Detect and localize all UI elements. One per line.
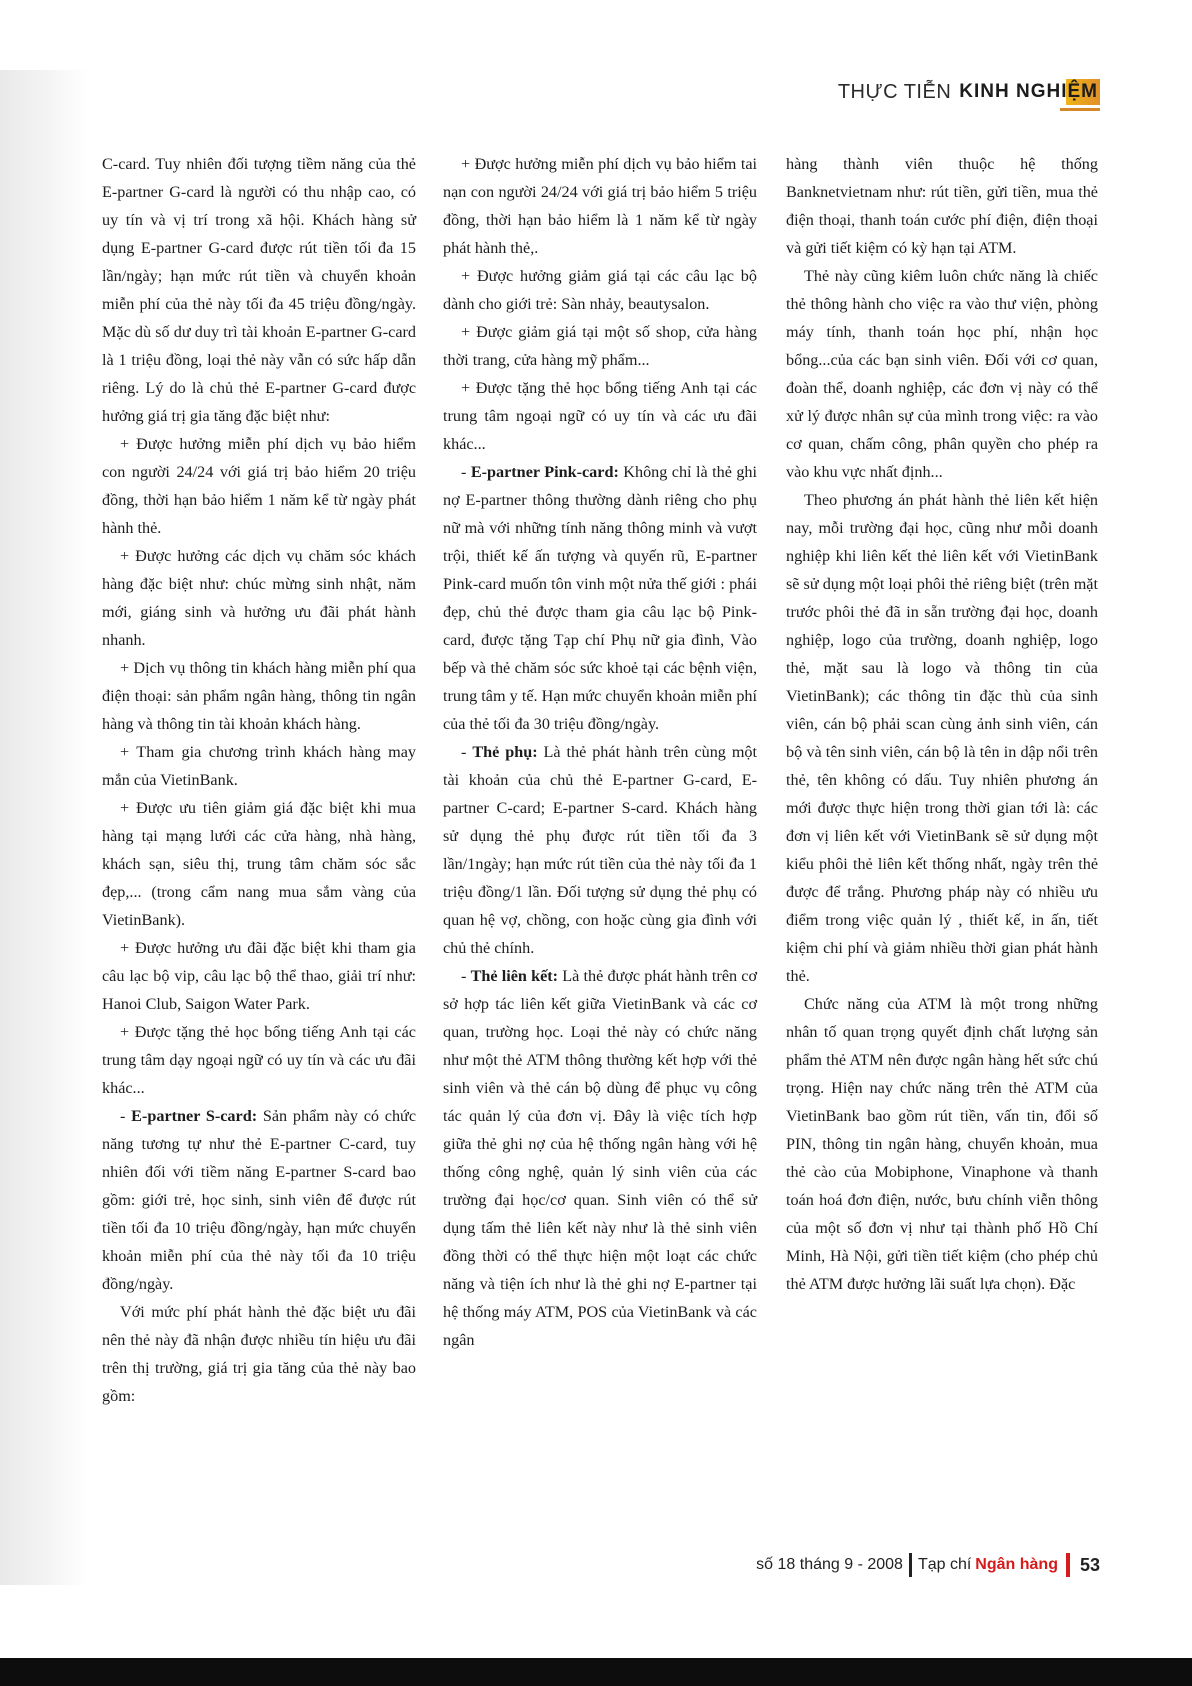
article-column-1 <box>102 150 416 1410</box>
paragraph-lead: - <box>461 463 471 481</box>
paragraph <box>443 150 757 262</box>
paragraph-text: + Được hưởng miễn phí dịch vụ bảo hiểm tai nạn con người 24/24 với giá trị bảo hiểm 5 triệu đồng, thời hạn bảo hiểm là 1 năm kể từ ngày phát hành thẻ,. <box>443 155 757 257</box>
paragraph <box>102 542 416 654</box>
footer-red-bar <box>1066 1553 1070 1577</box>
magazine-name: Ngân hàng <box>975 1556 1058 1573</box>
paragraph-text: + Được hưởng miễn phí dịch vụ bảo hiểm con người 24/24 với giá trị bảo hiểm 20 triệu đồng, thời hạn bảo hiểm 1 năm kể từ ngày phát hành thẻ. <box>102 435 416 537</box>
paragraph-heading: Thẻ phụ: <box>472 743 538 761</box>
issue-info: số 18 tháng 9 - 2008 <box>756 1556 903 1573</box>
paragraph <box>102 934 416 1018</box>
section-header-light: THỰC TIỄN <box>837 80 952 103</box>
magazine-prefix: Tạp chí <box>917 1556 972 1573</box>
paragraph <box>102 654 416 738</box>
paragraph-lead: - <box>461 743 473 761</box>
paragraph <box>443 262 757 318</box>
paragraph <box>443 962 757 1354</box>
paragraph-text: + Được tặng thẻ học bổng tiếng Anh tại các trung tâm ngoại ngữ có uy tín và các ưu đãi khác... <box>443 379 757 453</box>
paragraph-text: + Dịch vụ thông tin khách hàng miễn phí qua điện thoại: sản phẩm ngân hàng, thông tin ngân hàng và thông tin tài khoản khách hàng. <box>102 659 416 733</box>
paragraph-text: Chức năng của ATM là một trong những nhân tố quan trọng quyết định chất lượng sản phẩm thẻ ATM nên được ngân hàng hết sức chú trọng. Hiện nay chức năng trên thẻ ATM của VietinBank bao gồm rút tiền, vấn tin, đổi số PIN, thông tin ngân hàng, chuyển khoản, mua thẻ cào của Mobiphone, Vinaphone và thanh toán hoá đơn điện, nước, bưu chính viễn thông của một số đơn vị như tại thành phố Hồ Chí Minh, Hà Nội, gửi tiền tiết kiệm (cho phép chủ thẻ ATM được hưởng lãi suất lựa chọn). Đặc <box>786 995 1098 1293</box>
article-column-3 <box>786 150 1098 1298</box>
page-footer <box>756 1551 1100 1579</box>
section-header-bold: KINH NGHIỆM <box>959 79 1100 105</box>
paragraph-lead: - <box>120 1107 132 1125</box>
paragraph-text: C-card. Tuy nhiên đối tượng tiềm năng của thẻ E-partner G-card là người có thu nhập cao, có uy tín và vị trí trong xã hội. Khách hàng sử dụng E-partner G-card được rút tiền tối đa 15 lần/ngày; hạn mức rút tiền và chuyển khoản miễn phí của thẻ này tối đa 45 triệu đồng/ngày. Mặc dù số dư duy trì tài khoản E-partner G-card là 1 triệu đồng, loại thẻ này vẫn có sức hấp dẫn riêng. Lý do là chủ thẻ E-partner G-card được hưởng giá trị gia tăng đặc biệt như: <box>102 155 416 425</box>
paragraph-heading: E-partner S-card: <box>131 1107 258 1125</box>
paragraph-heading: Thẻ liên kết: <box>470 967 559 985</box>
paragraph <box>786 150 1098 262</box>
paragraph <box>102 1298 416 1410</box>
paragraph-text: Thẻ này cũng kiêm luôn chức năng là chiếc thẻ thông hành cho việc ra vào thư viện, phòng máy tính, thanh toán học phí, nhận học bổng...của các bạn sinh viên. Đối với cơ quan, đoàn thể, doanh nghiệp, các đơn vị này có thể xử lý được nhân sự của mình trong việc: ra vào cơ quan, chấm công, phân quyền cho phép ra vào khu vực nhất định... <box>786 267 1098 481</box>
paragraph-text: + Được hưởng ưu đãi đặc biệt khi tham gia câu lạc bộ vip, câu lạc bộ thể thao, giải trí như: Hanoi Club, Saigon Water Park. <box>102 939 416 1013</box>
paragraph <box>102 1018 416 1102</box>
paragraph-text: Không chỉ là thẻ ghi nợ E-partner thông thường dành riêng cho phụ nữ mà với những tính năng thông minh và vượt trội, thiết kế ấn tượng và quyến rũ, E-partner Pink-card muốn tôn vinh một nửa thế giới : phái đẹp, chủ thẻ được tham gia câu lạc bộ Pink- card, được tặng Tạp chí Phụ nữ gia đình, Vào bếp và thẻ chăm sóc sức khoẻ tại các bệnh viện, trung tâm y tế. Hạn mức chuyển khoản miễn phí của thẻ tối đa 30 triệu đồng/ngày. <box>443 463 758 733</box>
paragraph <box>443 458 757 738</box>
paragraph-text: Sản phẩm này có chức năng tương tự như thẻ E-partner C-card, tuy nhiên đối với tiềm năng E-partner S-card bao gồm: giới trẻ, học sinh, sinh viên để được rút tiền tối đa 10 triệu đồng/ngày, hạn mức chuyển khoản miễn phí của thẻ này tối đa 10 triệu đồng/ngày. <box>102 1107 417 1293</box>
paragraph <box>102 1102 416 1298</box>
paragraph <box>443 318 757 374</box>
paragraph-text: Với mức phí phát hành thẻ đặc biệt ưu đãi nên thẻ này đã nhận được nhiều tín hiệu ưu đãi trên thị trường, giá trị gia tăng của thẻ này bao gồm: <box>102 1303 416 1405</box>
paragraph <box>786 262 1098 486</box>
paragraph-text: Là thẻ được phát hành trên cơ sở hợp tác liên kết giữa VietinBank và các cơ quan, trường học. Loại thẻ này có chức năng như một thẻ ATM thông thường kết hợp với thẻ sinh viên và thẻ cán bộ dùng để phục vụ công tác quản lý của đơn vị. Đây là việc tích hợp giữa thẻ ghi nợ của hệ thống ngân hàng với hệ thống công nghệ, quản lý sinh viên của các trường đại học/cơ quan. Sinh viên có thể sử dụng tấm thẻ liên kết này như là thẻ sinh viên đồng thời có thể thực hiện một loạt các chức năng và tiện ích như là thẻ ghi nợ E-partner tại hệ thống máy ATM, POS của VietinBank và các ngân <box>443 967 758 1349</box>
paragraph <box>102 150 416 430</box>
paragraph <box>102 794 416 934</box>
scan-bottom-shadow <box>0 1658 1192 1686</box>
paragraph-text: + Tham gia chương trình khách hàng may mắn của VietinBank. <box>102 743 416 789</box>
section-header <box>838 76 1100 108</box>
scan-page-edge-shadow <box>0 70 88 1585</box>
paragraph <box>786 990 1098 1298</box>
footer-divider <box>909 1553 912 1577</box>
paragraph <box>102 738 416 794</box>
paragraph <box>786 486 1098 990</box>
paragraph-text: + Được giảm giá tại một số shop, cửa hàng thời trang, cửa hàng mỹ phẩm... <box>443 323 757 369</box>
page-number: 53 <box>1079 1554 1100 1575</box>
paragraph <box>443 738 757 962</box>
paragraph-text: + Được tặng thẻ học bổng tiếng Anh tại các trung tâm dạy ngoại ngữ có uy tín và các ưu đãi khác... <box>102 1023 416 1097</box>
paragraph-lead: - <box>461 967 471 985</box>
paragraph-text: + Được hưởng giảm giá tại các câu lạc bộ dành cho giới trẻ: Sàn nhảy, beautysalon. <box>443 267 757 313</box>
paragraph-text: hàng thành viên thuộc hệ thống Banknetvietnam như: rút tiền, gửi tiền, mua thẻ điện thoại, thanh toán cước phí điện, điện thoại và gửi tiết kiệm có kỳ hạn tại ATM. <box>786 155 1098 257</box>
section-header-accent-bar <box>1060 108 1100 111</box>
paragraph-text: + Được hưởng các dịch vụ chăm sóc khách hàng đặc biệt như: chúc mừng sinh nhật, năm mới, giáng sinh và hưởng ưu đãi phát hành nhanh. <box>102 547 416 649</box>
paragraph-text: Là thẻ phát hành trên cùng một tài khoản của chủ thẻ E-partner G-card, E-partner C-card; E-partner S-card. Khách hàng sử dụng thẻ phụ được rút tiền tối đa 3 lần/1ngày; hạn mức rút tiền của thẻ này tối đa 1 triệu đồng/1 lần. Đối tượng sử dụng thẻ phụ có quan hệ vợ, chồng, con hoặc cùng gia đình với chủ thẻ chính. <box>443 743 758 957</box>
paragraph-text: Theo phương án phát hành thẻ liên kết hiện nay, mỗi trường đại học, cũng như mỗi doanh nghiệp khi liên kết thẻ liên kết với VietinBank sẽ sử dụng một loại phôi thẻ riêng biệt (trên mặt trước phôi thẻ đã in sẵn trường đại học, doanh nghiệp, logo của trường, doanh nghiệp, logo thẻ, mặt sau là logo và thông tin của VietinBank); các thông tin đặc thù của sinh viên, cán bộ phải scan cùng ảnh sinh viên, cán bộ và tên sinh viên, cán bộ là tên in dập nổi trên thẻ, tên không có dấu. Tuy nhiên phương án mới được thực hiện trong thời gian tới là: các đơn vị liên kết với VietinBank sẽ sử dụng một kiểu phôi thẻ liên kết thống nhất, ngày trên thẻ được để trắng. Phương pháp này có nhiều ưu điểm trong việc quản lý , thiết kế, in ấn, tiết kiệm chi phí và giảm nhiều thời gian phát hành thẻ. <box>786 491 1098 985</box>
paragraph-text: + Được ưu tiên giảm giá đặc biệt khi mua hàng tại mạng lưới các cửa hàng, nhà hàng, khách sạn, siêu thị, trung tâm chăm sóc sắc đẹp,... (trong cẩm nang mua sắm vàng của VietinBank). <box>102 799 416 929</box>
article-column-2 <box>443 150 757 1354</box>
paragraph <box>443 374 757 458</box>
paragraph <box>102 430 416 542</box>
paragraph-heading: E-partner Pink-card: <box>470 463 619 481</box>
